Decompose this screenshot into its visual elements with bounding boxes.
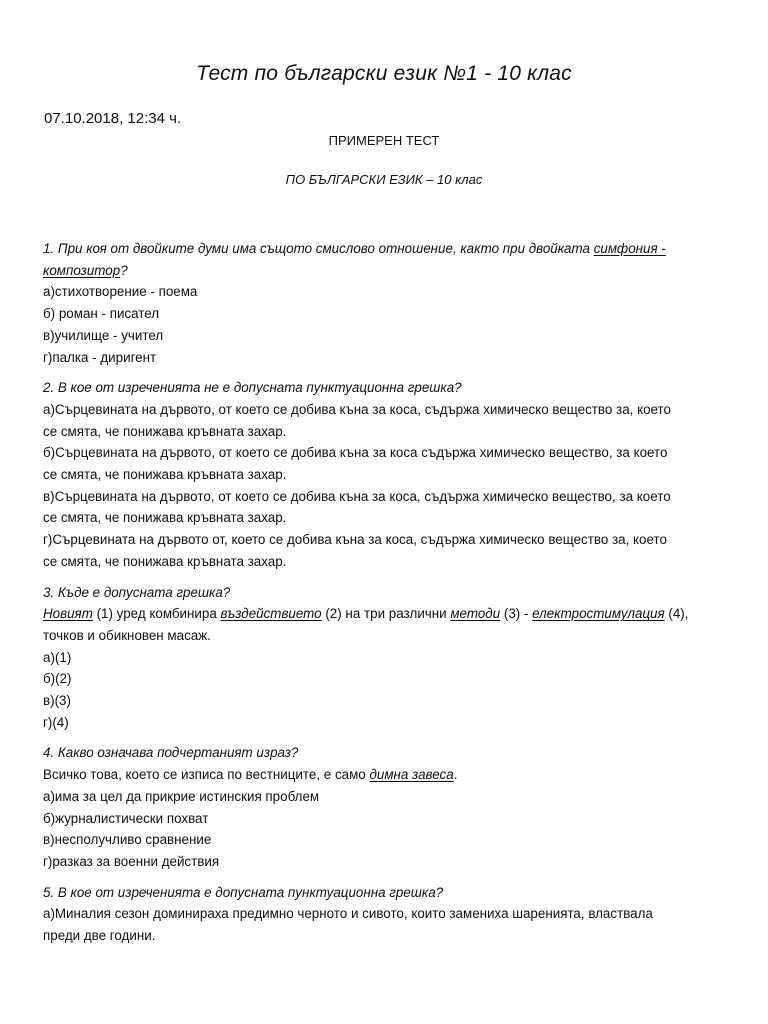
question-3-word-1: Новият xyxy=(43,606,93,622)
document-subtitle-2: ПО БЪЛГАРСКИ ЕЗИК – 10 клас xyxy=(285,172,483,187)
question-1-option-a: а)стихотворение - поема xyxy=(43,284,198,300)
question-3-sentence: Новият (1) уред комбинира въздействието (2) на три различни методи (3) - електростимулация (4), xyxy=(43,606,689,622)
test-content xyxy=(43,238,733,956)
question-1: 1. При коя от двойките думи има същото смислово отношение, както при двойката симфония - композитор? а)стихотворение - поема б) роман - писател в)училище - учител г)палка - диригент xyxy=(43,238,733,368)
question-1-pair-second: композитор xyxy=(43,262,121,278)
question-1-pair-first: симфония - xyxy=(593,241,666,256)
question-5 xyxy=(43,882,733,947)
document-subtitle-1: ПРИМЕРЕН ТЕСТ xyxy=(328,133,440,148)
question-4-option-d: г)разказ за военни действия xyxy=(43,853,220,869)
question-3-option-d: г)(4) xyxy=(43,714,69,730)
question-4-underlined-phrase: димна завеса xyxy=(369,767,454,783)
question-3-option-a: а)(1) xyxy=(43,649,72,665)
question-4-option-a: а)има за цел да прикрие истинския проблем xyxy=(43,788,320,804)
question-3-word-3: методи xyxy=(450,606,501,622)
question-2-option-a: а)Сърцевината на дървото, от което се добива къна за коса, съдържа химическо вещество за, което се смята, че понижава кръвната захар. xyxy=(43,401,671,439)
question-3-word-2: въздействието xyxy=(220,606,322,622)
document-datetime: 07.10.2018, 12:34 ч. xyxy=(44,110,182,127)
question-1-option-b: б) роман - писател xyxy=(43,306,160,322)
question-4-option-b: б)журналистически похват xyxy=(43,810,209,826)
question-4 xyxy=(43,742,733,872)
document-title: Тест по български език №1 - 10 клас xyxy=(196,62,572,85)
question-1-text: 1. При коя от двойките думи има същото смислово отношение, както при двойката симфония - xyxy=(43,241,666,256)
question-2-text: 2. В кое от изреченията не е допусната пунктуационна грешка? xyxy=(43,380,462,396)
question-3-text: 3. Къде е допусната грешка? xyxy=(43,584,231,600)
question-2-option-b: б)Сърцевината на дървото, от което се добива къна за коса съдържа химическо вещество, за което се смята, че понижава кръвната захар. xyxy=(43,445,668,483)
question-3 xyxy=(43,582,733,734)
question-4-sentence: Всичко това, което се изписа по вестниците, е само димна завеса. xyxy=(43,767,458,783)
question-2-option-d: г)Сърцевината на дървото от, което се добива къна за коса, съдържа химическо вещество за, което се смята, че понижава кръвната захар. xyxy=(43,532,667,569)
question-1-option-c: в)училище - учител xyxy=(43,327,164,343)
question-2-option-c: в)Сърцевината на дървото, от което се добива къна за коса, съдържа химическо вещество, за което се смята, че понижава кръвната захар. xyxy=(43,488,671,526)
question-3-option-c: в)(3) xyxy=(43,693,71,709)
question-2 xyxy=(43,377,733,572)
question-3-option-b: б)(2) xyxy=(43,671,72,687)
question-4-text: 4. Какво означава подчертаният израз? xyxy=(43,745,299,761)
question-4-option-c: в)несполучливо сравнение xyxy=(43,832,212,848)
question-5-text: 5. В кое от изреченията е допусната пунктуационна грешка? xyxy=(43,884,444,900)
question-1-option-d: г)палка - диригент xyxy=(43,349,157,365)
question-3-word-4: електростимулация xyxy=(532,606,665,622)
question-5-option-a: а)Миналия сезон доминираха предимно черното и сивото, които замениха шаренията, властвала преди две години. xyxy=(43,906,653,944)
question-3-sentence-continued: точков и обикновен масаж. xyxy=(43,627,211,643)
